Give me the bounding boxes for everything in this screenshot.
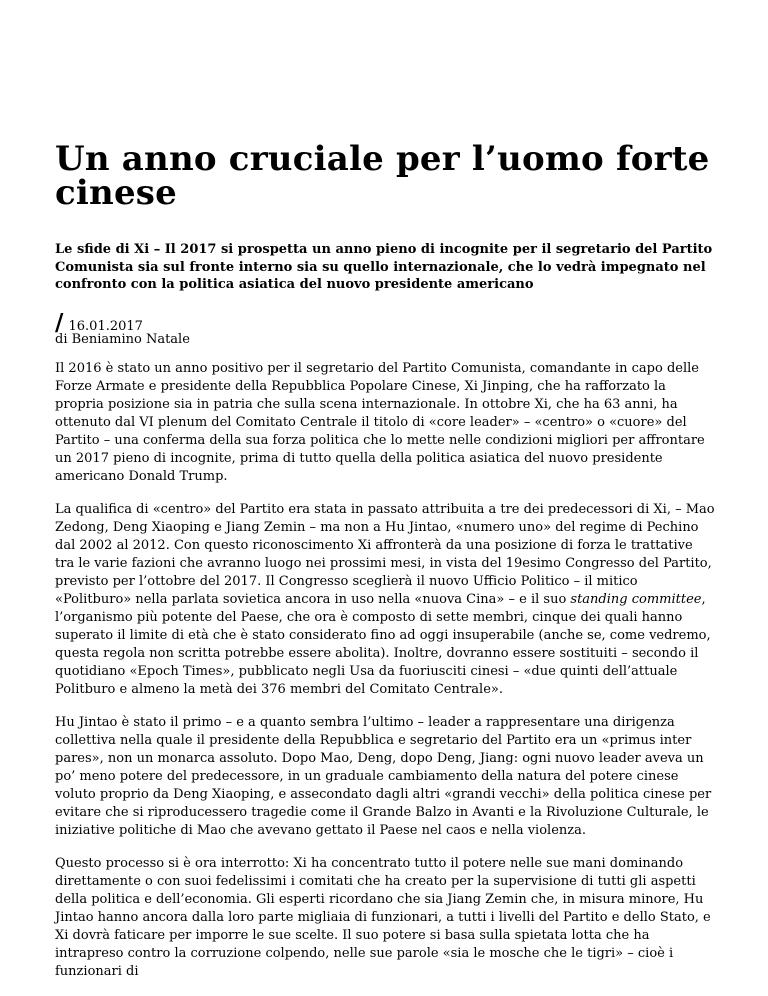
italic-term: standing committee <box>570 592 702 607</box>
article-meta <box>55 311 715 348</box>
author-byline: di Beniamino Natale <box>55 332 190 347</box>
paragraph: Hu Jintao è stato il primo – e a quanto sembra l’ultimo – leader a rappresentare una dirigenza collettiva nella quale il presidente della Repubblica e segretario del Partito era un «primus inter pares», non un monarca assoluto. Dopo Mao, Deng, dopo Deng, Jiang: ogni nuovo leader aveva un po’ meno potere del predecessore, in un graduale cambiamento della natura del potere cinese voluto proprio da Deng Xiaoping, e assecondato dagli altri «grandi vecchi» della politica cinese per evitare che si riproducessero tragedie come il Grande Balzo in Avanti e la Rivoluzione Culturale, le iniziative politiche di Mao che avevano gettato il Paese nel caos e nella violenza. <box>55 715 712 838</box>
article-body <box>55 360 715 996</box>
publish-date: 16.01.2017 <box>68 319 143 334</box>
paragraph-text: La qualifica di «centro» del Partito era stata in passato attribuita a tre dei predecessori di Xi, – Mao Zedong, Deng Xiaoping e Jiang Zemin – ma non a Hu Jintao, «numero uno» del regime di Pechino dal 2002 al 2012. Con questo riconoscimento Xi affronterà da una posizione di forza le trattative tra le varie fazioni che avranno luogo nei prossimi mesi, in vista del 19esimo Congresso del Partito, previsto per l’ottobre del 2017. Il Congresso sceglierà il nuovo Ufficio Politico – il mitico «Politburo» nella parlata sovietica ancora in uso nella «nuova Cina» – e il suo <box>55 502 715 607</box>
article-title: Un anno cruciale per l’uomo forte cinese <box>55 139 710 213</box>
paragraph: Questo processo si è ora interrotto: Xi ha concentrato tutto il potere nelle sue mani dominando direttamente o con suoi fedelissimi i comitati che ha creato per la supervisione di tutti gli aspetti della politica e dell’economia. Gli esperti ricordano che sia Jiang Zemin che, in misura minore, Hu Jintao hanno ancora dalla loro parte migliaia di funzionari, a tutti i livelli del Partito e dello Stato, e Xi dovrà faticare per imporre le sue scelte. Il suo potere si basa sulla spietata lotta che ha intrapreso contro la corruzione colpendo, nelle sue parole «sia le mosche che le tigri» – cioè i funzionari di <box>55 856 711 979</box>
slash-mark: / <box>55 309 64 336</box>
paragraph-text: , l’organismo più potente del Paese, che ora è composto di sette membri, cinque dei quali hanno superato il limite di età che è stato considerato fino ad oggi insuperabile (anche se, come vedremo, questa regola non scritta potrebbe essere abolita). Inoltre, dovranno essere sostituiti – secondo il quotidiano «Epoch Times», pubblicato negli Usa da fuoriusciti cinesi – «due quinti dell’attuale Politburo e almeno la metà dei 376 membri del Comitato Centrale». <box>55 592 711 697</box>
paragraph: Il 2016 è stato un anno positivo per il segretario del Partito Comunista, comandante in capo delle Forze Armate e presidente della Repubblica Popolare Cinese, Xi Jinping, che ha rafforzato la propria posizione sia in patria che sulla scena internazionale. In ottobre Xi, che ha 63 anni, ha ottenuto dal VI plenum del Comitato Centrale il titolo di «core leader» – «centro» o «cuore» del Partito – una conferma della sua forza politica che lo mette nelle condizioni migliori per affrontare un 2017 pieno di incognite, prima di tutto quella della politica asiatica del nuovo presidente americano Donald Trump. <box>55 361 705 484</box>
paragraph <box>55 501 715 699</box>
article-subtitle: Le sfide di Xi – Il 2017 si prospetta un anno pieno di incognite per il segretario del Partito Comunista sia sul fronte interno sia su quello internazionale, che lo vedrà impegnato nel confronto con la politica asiatica del nuovo presidente americano <box>55 242 713 292</box>
